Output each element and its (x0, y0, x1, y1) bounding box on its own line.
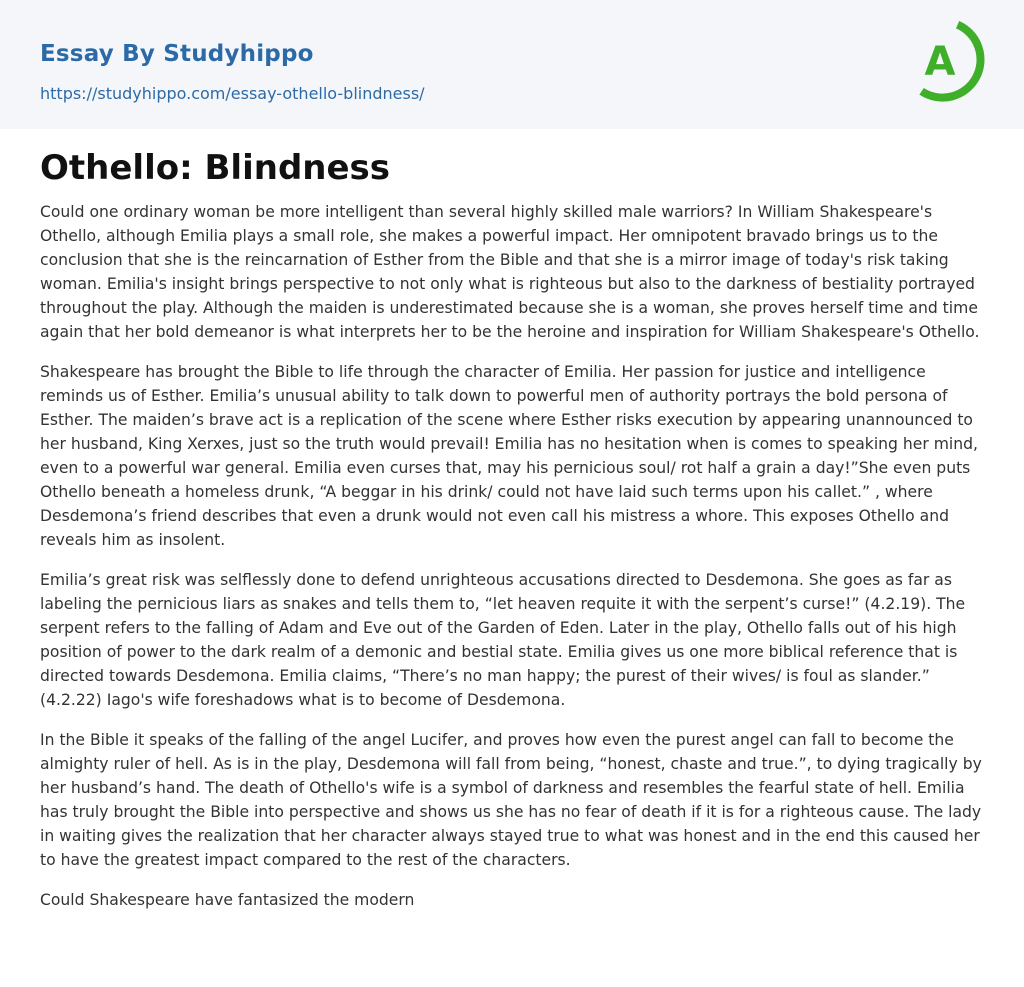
site-brand[interactable]: Essay By Studyhippo (40, 41, 314, 67)
essay-article (40, 146, 986, 928)
page-header (0, 0, 1024, 129)
essay-paragraph: Could Shakespeare have fantasized the modern (40, 891, 415, 909)
page-title: Othello: Blindness (40, 148, 391, 188)
essay-paragraph: Emilia’s great risk was selflessly done to defend unrighteous accusations directed to Desdemona. She goes as far as labeling the pernicious liars as snakes and tells them to, “let heaven requite it with the serpent’s curse!” (4.2.19). The serpent refers to the falling of Adam and Eve out of the Garden of Eden. Later in the play, Othello falls out of his high position of power to the dark realm of a demonic and bestial state. Emilia gives us one more biblical reference that is directed towards Desdemona. Emilia claims, “There’s no man happy; the purest of their wives/ is foul as slander.” (4.2.22) Iago's wife foreshadows what is to become of Desdemona. (40, 571, 966, 709)
source-url-link[interactable]: https://studyhippo.com/essay-othello-blindness/ (40, 84, 425, 103)
essay-paragraph: Shakespeare has brought the Bible to life through the character of Emilia. Her passion for justice and intelligence reminds us of Esther. Emilia’s unusual ability to talk down to powerful men of authority portrays the bold persona of Esther. The maiden’s brave act is a replication of the scene where Esther risks execution by appearing unannounced to her husband, King Xerxes, just so the truth would prevail! Emilia has no hesitation when is comes to speaking her mind, even to a powerful war general. Emilia even curses that, may his pernicious soul/ rot half a grain a day!”She even puts Othello beneath a homeless drunk, “A beggar in his drink/ could not have laid such terms upon his callet.” , where Desdemona’s friend describes that even a drunk would not even call his mistress a whore. This exposes Othello and reveals him as insolent. (40, 363, 978, 549)
essay-paragraph: Could one ordinary woman be more intelligent than several highly skilled male warriors? In William Shakespeare's Othello, although Emilia plays a small role, she makes a powerful impact. Her omnipotent bravado brings us to the conclusion that she is the reincarnation of Esther from the Bible and that she is a mirror image of today's risk taking woman. Emilia's insight brings perspective to not only what is righteous but also to the darkness of bestiality portrayed throughout the play. Although the maiden is underestimated because she is a woman, she proves herself time and time again that her bold demeanor is what interprets her to be the heroine and inspiration for William Shakespeare's Othello. (40, 203, 980, 341)
studyhippo-logo-icon[interactable] (910, 18, 988, 106)
essay-paragraph: In the Bible it speaks of the falling of the angel Lucifer, and proves how even the purest angel can fall to become the almighty ruler of hell. As is in the play, Desdemona will fall from being, “honest, chaste and true.”, to dying tragically by her husband’s hand. The death of Othello's wife is a symbol of darkness and resembles the fearful state of hell. Emilia has truly brought the Bible into perspective and shows us she has no fear of death if it is for a righteous cause. The lady in waiting gives the realization that her character always stayed true to what was honest and in the end this caused her to have the greatest impact compared to the rest of the characters. (40, 731, 982, 869)
logo-letter: A (924, 39, 956, 85)
